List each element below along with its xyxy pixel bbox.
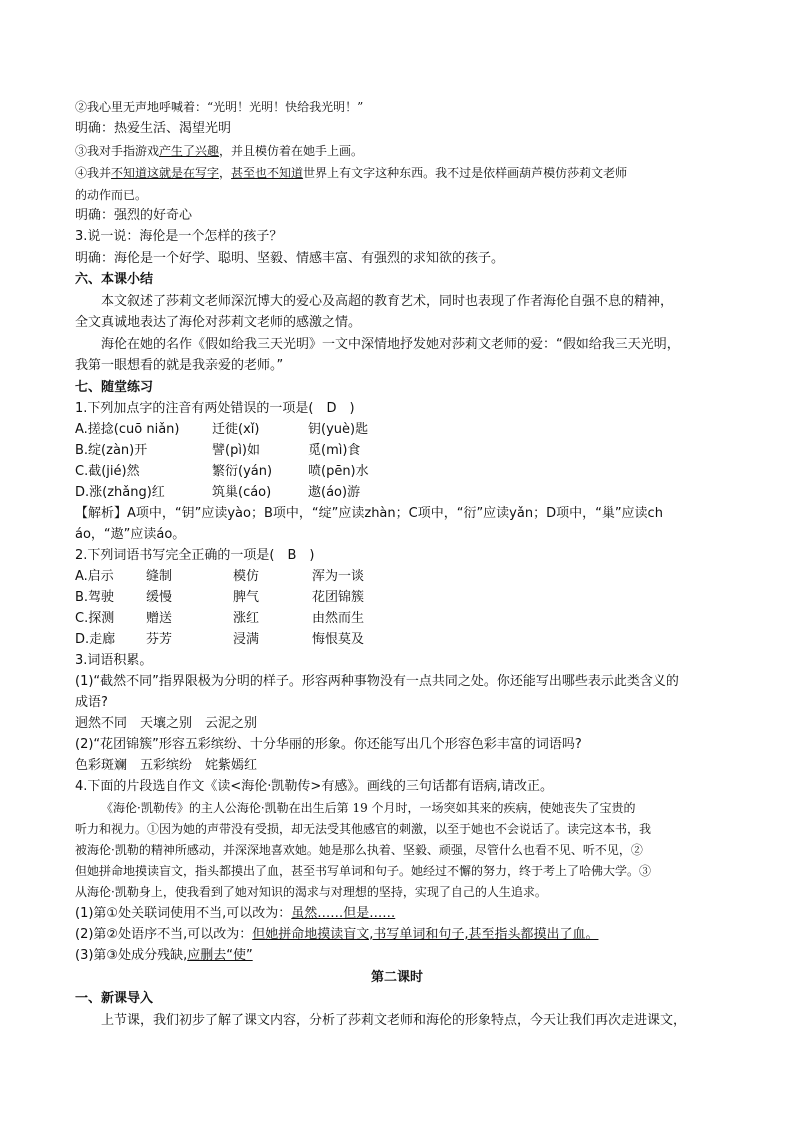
exercise-question: 成语? <box>75 695 108 710</box>
summary-line: 本文叙述了莎莉文老师深沉博大的爱心及高超的教育艺术，同时也表现了作者海伦自强不息的精神， <box>101 294 674 309</box>
question-line: 3.说一说：海伦是一个怎样的孩子？ <box>75 229 283 244</box>
passage-line: 但她拼命地摸读盲文，指头都摸出了血，甚至书写单词和句子。她经过不懈的努力，终于考上了哈佛大学。③ <box>75 864 652 878</box>
analysis-line: áo，“遨”应读áo。 <box>75 527 186 542</box>
passage-line: 从海伦·凯勒身上，使我看到了她对知识的渴求与对理想的坚持，实现了自己的人生追求。 <box>75 885 547 899</box>
passage-line: 被海伦·凯勒的精神所感动，并深深地喜欢她。她是那么执着、坚毅、顽强，尽管什么也看不见、听不见，② <box>75 843 643 857</box>
quote-line-2: ②我心里无声地呼喊着：“光明！光明！快给我光明！” <box>75 100 364 114</box>
intro-line: 上节课，我们初步了解了课文内容，分析了莎莉文老师和海伦的形象特点，今天让我们再次走进课文， <box>101 1013 687 1028</box>
answer-line: 明确：热爱生活、渴望光明 <box>75 121 232 136</box>
answer-line: 明确：强烈的好奇心 <box>75 208 193 223</box>
section-heading: 七、随堂练习 <box>75 380 154 395</box>
quote-line-4: ④我并不知道这就是在写字，甚至也不知道世界上有文字这种东西。我不过是依样画葫芦模仿莎莉文老师 <box>75 166 628 180</box>
answer-line: 色彩斑斓 五彩缤纷 姹紫嫣红 <box>75 758 258 773</box>
summary-line: 我第一眼想看的就是我亲爱的老师。” <box>75 358 284 373</box>
exercise-question: 1.下列加点字的注音有两处错误的一项是( D ) <box>75 401 355 416</box>
analysis-line: 【解析】A项中，“钥”应读yào；B项中，“绽”应读zhàn；C项中，“衍”应读yǎn；D项中，“巢”应读ch <box>75 506 663 521</box>
exercise-question: 2.下列词语书写完全正确的一项是( B ) <box>75 548 315 563</box>
correction-answer: (1)第①处关联词使用不当,可以改为：虽然……但是…… <box>75 906 396 921</box>
document-page: ②我心里无声地呼喊着：“光明！光明！快给我光明！” 明确：热爱生活、渴望光明 ③我对手指游戏产生了兴趣，并且模仿着在她手上画。 ④我并不知道这就是在写字，甚至也不知道世界上有文字这种东西。我不过是依样画葫芦模仿莎莉文老师 的动作而已。 明确：强烈的好奇心 3.说一说：海伦是一个怎样的孩子？ 明确：海伦是一个好学、聪明、坚毅、情感丰富、有强烈的求知欲的孩子。 六、本课小结 本文叙述了莎莉文老师深沉博大的爱心及高超的教育艺术，同时也表现了作者海伦自强不息的精神， 全文真诚地表达了海伦对莎莉文老师的感激之情。 海伦在她的名作《假如给我三天光明》一文中深情地抒发她对莎莉文老师的爱：“假如给我三天光明， 我第一眼想看的就是我亲爱的老师。” 七、随堂练习 1.下列加点字的注音有两处错误的一项是( D ) A.搓捻(cuō niǎn) 迁徙(xǐ) 钥(yuè)匙 B.绽(zàn)开 譬(pì)如 觅(mì)食 C.截(jié)然 繁衍(yán) 喷(pēn)水 D.涨(zhǎng)红 筑巢(cáo) 遨(áo)游 【解析】A项中，“钥”应读yào；B项中，“绽”应读zhàn；C项中，“衍”应读yǎn；D项中，“巢”应读ch áo，“遨”应读áo。 2.下列词语书写完全正确的一项是( B ) A.启示 缝制 模仿 浑为一谈 B.驾驶 缓慢 脾气 花团锦簇 C.探测 赠送 涨红 由然而生 D.走廊 芬芳 浸满 悔恨莫及 3.词语积累。 (1)“截然不同”指界限极为分明的样子。形容两种事物没有一点共同之处。你还能写出哪些表示此类含义的 成语? 迥然不同 天壤之别 云泥之别 (2)“花团锦簇”形容五彩缤纷、十分华丽的形象。你还能写出几个形容色彩丰富的词语吗? 色彩斑斓 五彩缤纷 姹紫嫣红 4.下面的片段选自作文《读<海伦·凯勒传>有感》。画线的三句话都有语病,请改正。 《海伦·凯勒传》的主人公海伦·凯勒在出生后第 19 个月时，一场突如其来的疾病，使她丧失了宝贵的 听力和视力。①因为她的声带没有受损，却无法受其他感官的刺激，以至于她也不会说话了。读完这本书，我 被海伦·凯勒的精神所感动，并深深地喜欢她。她是那么执着、坚毅、顽强，尽管什么也看不见、听不见，② 但她拼命地摸读盲文，指头都摸出了血，甚至书写单词和句子。她经过不懈的努力，终于考上了哈佛大学。③ 从海伦·凯勒身上，使我看到了她对知识的渴求与对理想的坚持，实现了自己的人生追求。 (1)第①处关联词使用不当,可以改为：虽然……但是…… (2)第②处语序不当,可以改为：但她拼命地摸读盲文,书写单词和句子,甚至指头都摸出了血。 (3)第③处成分残缺,应删去“使” 第二课时 一、新课导入 上节课，我们初步了解了课文内容，分析了莎莉文老师和海伦的形象特点，今天让我们再次走进课文， <box>0 0 794 1123</box>
summary-line: 海伦在她的名作《假如给我三天光明》一文中深情地抒发她对莎莉文老师的爱：“假如给我三天光明， <box>101 337 680 352</box>
section-heading: 六、本课小结 <box>75 272 154 287</box>
exercise-question: (2)“花团锦簇”形容五彩缤纷、十分华丽的形象。你还能写出几个形容色彩丰富的词语吗? <box>75 737 582 752</box>
correction-answer: (2)第②处语序不当,可以改为：但她拼命地摸读盲文,书写单词和句子,甚至指头都摸出了血。 <box>75 927 599 942</box>
answer-line: 明确：海伦是一个好学、聪明、坚毅、情感丰富、有强烈的求知欲的孩子。 <box>75 251 505 266</box>
correction-answer: (3)第③处成分残缺,应删去“使” <box>75 948 253 963</box>
exercise-question: 3.词语积累。 <box>75 653 153 668</box>
answer-line: 迥然不同 天壤之别 云泥之别 <box>75 716 258 731</box>
section-heading: 一、新课导入 <box>75 991 154 1006</box>
quote-line-4-cont: 的动作而已。 <box>75 188 148 202</box>
summary-line: 全文真诚地表达了海伦对莎莉文老师的感激之情。 <box>75 315 362 330</box>
exercise-question: 4.下面的片段选自作文《读<海伦·凯勒传>有感》。画线的三句话都有语病,请改正。 <box>75 779 553 794</box>
exercise-question: (1)“截然不同”指界限极为分明的样子。形容两种事物没有一点共同之处。你还能写出哪些表示此类含义的 <box>75 674 679 689</box>
quote-line-3: ③我对手指游戏产生了兴趣，并且模仿着在她手上画。 <box>75 144 364 158</box>
passage-line: 《海伦·凯勒传》的主人公海伦·凯勒在出生后第 19 个月时，一场突如其来的疾病，使她丧失了宝贵的 <box>101 801 636 815</box>
passage-line: 听力和视力。①因为她的声带没有受损，却无法受其他感官的刺激，以至于她也不会说话了。读完这本书，我 <box>75 822 652 836</box>
lesson-title: 第二课时 <box>370 970 423 985</box>
